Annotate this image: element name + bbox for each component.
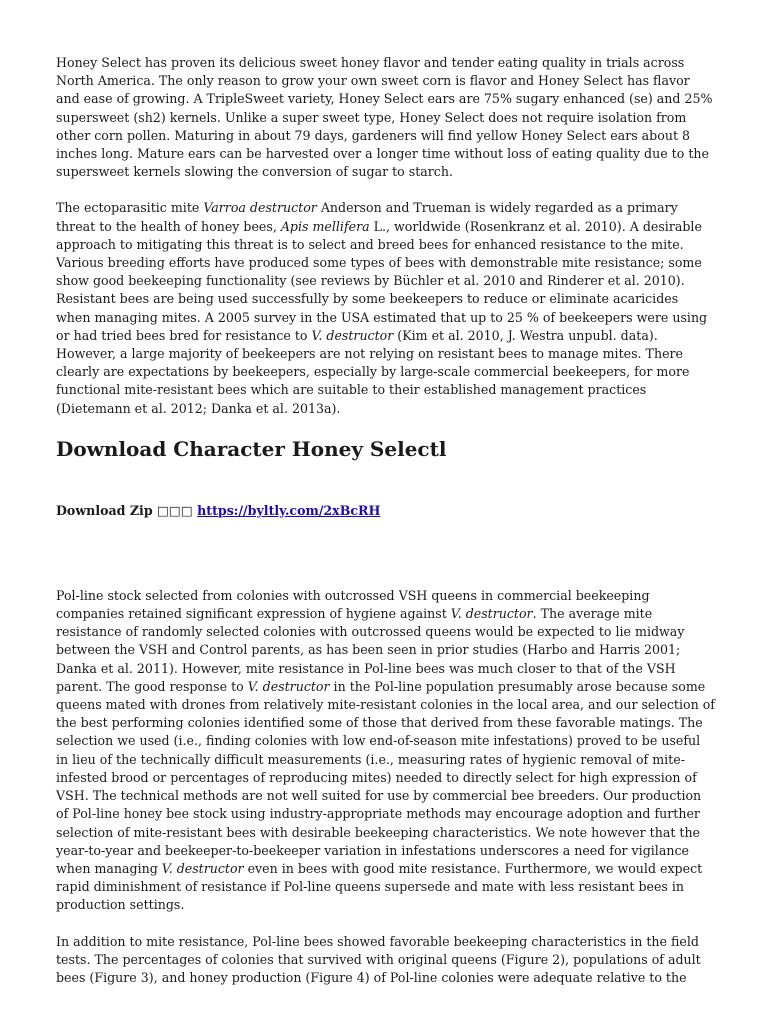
text-run: Pol-line stock selected from colonies with outcrossed VSH queens in commercial beekeeping companies retained significant expression of hygiene against — [56, 587, 650, 622]
species-name: Apis mellifera — [280, 218, 370, 234]
text-run: . The average mite resistance of randomly selected colonies with outcrossed queens would be expected to lie midway between the VSH and Control parents, as has been seen in prior studies (Harbo and Harris 2001; Danka et al. 2011). However, mite resistance in Pol-line bees was much closer to that of the VSH parent. The good response to — [56, 606, 685, 694]
species-name: V. destructor — [161, 860, 244, 876]
species-name: V. destructor — [247, 678, 330, 694]
species-name: V. destructor — [311, 327, 394, 343]
download-line — [56, 502, 716, 520]
text-run: even in bees with good mite resistance. Furthermore, we would expect rapid diminishment of resistance if Pol-line queens supersede and mate with less resistant bees in production settings. — [56, 860, 703, 913]
paragraph-beekeeping: In addition to mite resistance, Pol-line bees showed favorable beekeeping characteristics in the field tests. The percentages of colonies that survived with original queens (Figure 2), populations of adult bees (Figure 3), and honey production (Figure 4) of Pol-line colonies were adequate relative to the — [56, 933, 701, 985]
text-run: The ectoparasitic mite — [56, 200, 204, 216]
download-link[interactable]: https://byltly.com/2xBcRH — [197, 502, 381, 518]
text-run: Anderson and Trueman is widely regarded as a primary threat to the health of honey bees, — [56, 200, 678, 234]
paragraph-honey-select: Honey Select has proven its delicious sweet honey flavor and tender eating quality in trials across North America. The only reason to grow your own sweet corn is flavor and Honey Select has flavor and ease of growing. A TripleSweet variety, Honey Select ears are 75% sugary enhanced (se) and 25% supersweet (sh2) kernels. Unlike a super sweet type, Honey Select does not require isolation from other corn pollen. Maturing in about 79 days, gardeners will find yellow Honey Select ears about 8 inches long. Mature ears can be harvested over a longer time without loss of eating quality due to the supersweet kernels slowing the conversion of sugar to starch. — [56, 55, 713, 180]
document-page — [56, 54, 716, 987]
placeholder-glyphs: □□□ — [157, 502, 193, 518]
text-run: (Kim et al. 2010, J. Westra unpubl. data). However, a large majority of beekeepers are not relying on resistant bees to manage mites. There clearly are expectations by beekeepers, especially by large-scale commercial beekeepers, for more functional mite-resistant bees which are suitable to their established management practices (Dietemann et al. 2012; Danka et al. 2013a). — [56, 327, 690, 416]
download-label: Download Zip — [56, 502, 153, 518]
species-name: V. destructor — [450, 606, 533, 622]
text-run: L., worldwide (Rosenkranz et al. 2010). A desirable approach to mitigating this threat is to select and breed bees for enhanced resistance to the mite. Various breeding efforts have produced some types of bees with demonstrable mite resistance; some show good beekeeping functionality (see reviews by Büchler et al. 2010 and Rinderer et al. 2010). Resistant bees are being used successfully by some beekeepers to reduce or eliminate acaricides when managing mites. A 2005 survey in the USA estimated that up to 25 % of beekeepers were using or had tried bees bred for resistance to — [56, 218, 708, 343]
text-run: in the Pol-line population presumably arose because some queens mated with drones from relatively mite-resistant colonies in the local area, and our selection of the best performing colonies identified some of those that derived from these favorable matings. The selection we used (i.e., finding colonies with low end-of-season mite infestations) proved to be useful in lieu of the technically difficult measurements (i.e., measuring rates of hygienic removal of mite-infested brood or percentages of reproducing mites) needed to directly select for high expression of VSH. The technical methods are not well suited for use by commercial bee breeders. Our production of Pol-line honey bee stock using industry-appropriate methods may encourage adoption and further selection of mite-resistant bees with desirable beekeeping characteristics. We note however that the year-to-year and beekeeper-to-beekeeper variation in infestations underscores a need for vigilance when managing — [56, 678, 715, 876]
species-name: Varroa destructor — [203, 200, 317, 216]
page-heading: Download Character Honey Selectl — [56, 436, 447, 461]
paragraph-pol-line — [56, 587, 716, 915]
paragraph-varroa — [56, 199, 716, 417]
